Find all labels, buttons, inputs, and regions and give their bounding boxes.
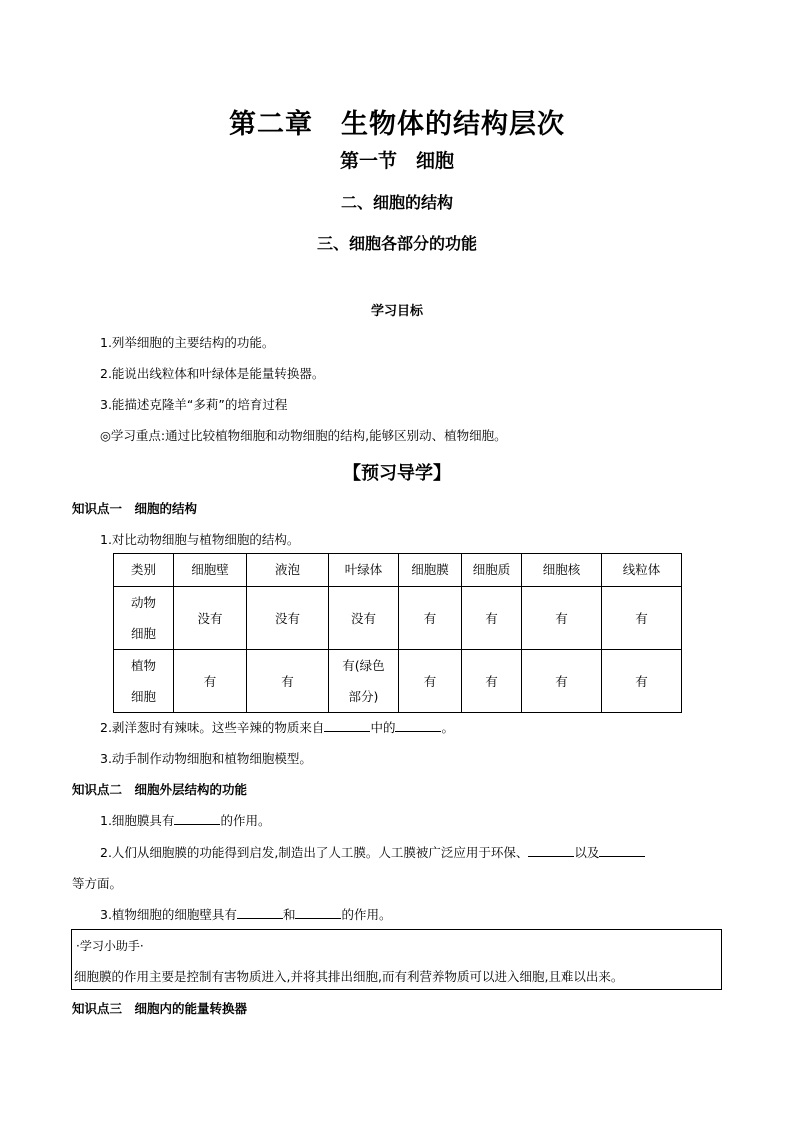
cell-comparison-table: [113, 553, 682, 713]
table-cell: 没有: [329, 587, 399, 650]
table-cell: 有: [602, 587, 682, 650]
subtitle-functions: 三、细胞各部分的功能: [316, 234, 477, 253]
table-header: 叶绿体: [329, 554, 399, 587]
kp1-question-2: 2.剥洋葱时有辣味。这些辛辣的物质来自 中的 。: [100, 720, 454, 735]
answer-blank[interactable]: [237, 906, 283, 919]
kp1-question-1: 1.对比动物细胞与植物细胞的结构。: [100, 532, 300, 547]
helper-content: 细胞膜的作用主要是控制有害物质进入,并将其排出细胞,而有利营养物质可以进入细胞,且难以出来。: [74, 969, 624, 984]
table-cell: 有: [399, 587, 462, 650]
knowledge-point-3-title: 知识点三 细胞内的能量转换器: [72, 1001, 248, 1016]
knowledge-point-2-title: 知识点二 细胞外层结构的功能: [72, 782, 248, 797]
table-header-row: [114, 554, 682, 587]
table-row: [114, 650, 682, 713]
table-header: 细胞壁: [174, 554, 247, 587]
helper-title: ·学习小助手·: [76, 939, 144, 953]
table-header: 液泡: [247, 554, 329, 587]
objective-item: 3.能描述克隆羊“多莉”的培育过程: [100, 397, 288, 412]
preview-heading: 【预习导学】: [343, 463, 451, 484]
answer-blank[interactable]: [295, 906, 341, 919]
knowledge-point-1-title: 知识点一 细胞的结构: [72, 501, 198, 516]
row-label: 植物 细胞: [114, 650, 174, 713]
kp2-question-3: 3.植物细胞的细胞壁具有 和 的作用。: [100, 907, 392, 922]
table-cell: 有: [602, 650, 682, 713]
chapter-title: 第二章 生物体的结构层次: [229, 109, 565, 140]
answer-blank[interactable]: [174, 812, 220, 825]
kp2-question-1: 1.细胞膜具有 的作用。: [100, 813, 271, 828]
table-cell: 有(绿色 部分): [329, 650, 399, 713]
answer-blank[interactable]: [528, 844, 574, 857]
kp2-question-2: 2.人们从细胞膜的功能得到启发,制造出了人工膜。人工膜被广泛应用于环保、 以及: [100, 843, 645, 861]
objective-item: 1.列举细胞的主要结构的功能。: [100, 335, 275, 350]
subtitle-structure: 二、细胞的结构: [340, 193, 453, 212]
table-header: 线粒体: [602, 554, 682, 587]
objective-item: 2.能说出线粒体和叶绿体是能量转换器。: [100, 366, 325, 381]
answer-blank[interactable]: [324, 719, 370, 732]
table-header: 类别: [114, 554, 174, 587]
table-cell: 有: [462, 587, 522, 650]
table-header: 细胞膜: [399, 554, 462, 587]
answer-blank[interactable]: [395, 719, 441, 732]
table-cell: 没有: [174, 587, 247, 650]
table-cell: 有: [522, 587, 602, 650]
table-header: 细胞质: [462, 554, 522, 587]
table-cell: 有: [247, 650, 329, 713]
study-helper-box: [71, 929, 722, 990]
table-cell: 有: [522, 650, 602, 713]
table-cell: 没有: [247, 587, 329, 650]
kp2-question-2-cont: 等方面。: [72, 876, 123, 891]
answer-blank[interactable]: [599, 844, 645, 857]
table-cell: 有: [462, 650, 522, 713]
kp1-question-3: 3.动手制作动物细胞和植物细胞模型。: [100, 751, 312, 766]
section-title: 第一节 细胞: [339, 150, 454, 172]
table-row: [114, 587, 682, 650]
objectives-heading: 学习目标: [370, 304, 423, 319]
table-cell: 有: [399, 650, 462, 713]
row-label: 动物 细胞: [114, 587, 174, 650]
focus-point: ◎学习重点:通过比较植物细胞和动物细胞的结构,能够区别动、植物细胞。: [100, 428, 507, 443]
table-cell: 有: [174, 650, 247, 713]
table-header: 细胞核: [522, 554, 602, 587]
